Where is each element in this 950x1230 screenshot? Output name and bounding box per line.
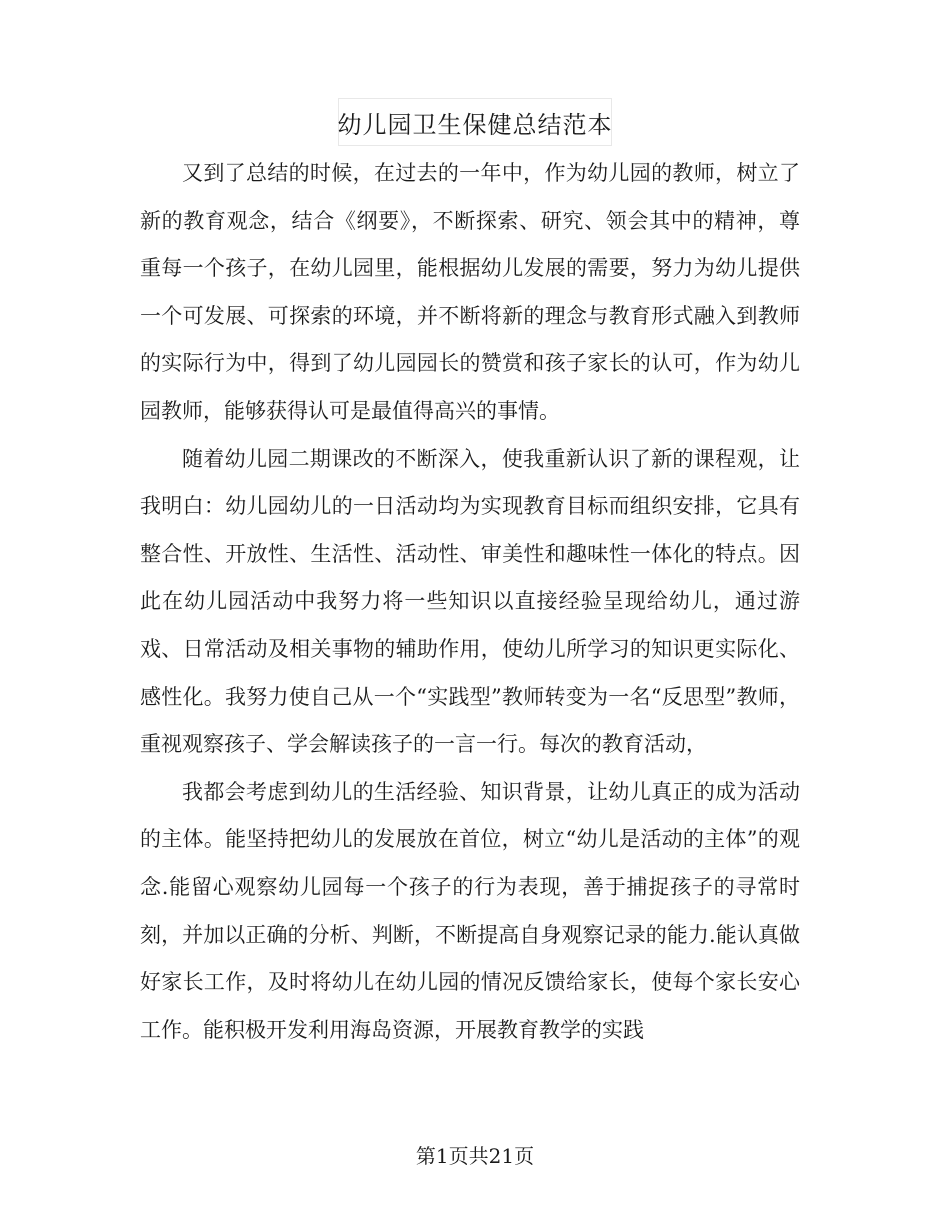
title-frame <box>338 98 612 146</box>
page-title: 幼儿园卫生保健总结范本 <box>337 110 613 139</box>
page-footer: 第1页共21页 <box>415 1144 535 1168</box>
paragraph-1: 又到了总结的时候，在过去的一年中，作为幼儿园的教师，树立了新的教育观念，结合《纲要》，不断探索、研究、领会其中的精神，尊重每一个孩子，在幼儿园里，能根据幼儿发展的需要，努力为幼儿提供一个可发展、可探索的环境，并不断将新的理念与教育形式融入到教师的实际行为中，得到了幼儿园园长的赞赏和孩子家长的认可，作为幼儿园教师，能够获得认可是最值得高兴的事情。 <box>140 161 800 423</box>
paragraph-3: 我都会考虑到幼儿的生活经验、知识背景，让幼儿真正的成为活动的主体。能坚持把幼儿的发展放在首位，树立“幼儿是活动的主体”的观念.能留心观察幼儿园每一个孩子的行为表现，善于捕捉孩子的寻常时刻，并加以正确的分析、判断，不断提高自身观察记录的能力.能认真做好家长工作，及时将幼儿在幼儿园的情况反馈给家长，使每个家长安心工作。能积极开发利用海岛资源，开展教育教学的实践 <box>140 779 800 1042</box>
document-body <box>140 150 800 1054</box>
paragraph-2: 随着幼儿园二期课改的不断深入，使我重新认识了新的课程观，让我明白：幼儿园幼儿的一日活动均为实现教育目标而组织安排，它具有整合性、开放性、生活性、活动性、审美性和趣味性一体化的特点。因此在幼儿园活动中我努力将一些知识以直接经验呈现给幼儿，通过游戏、日常活动及相关事物的辅助作用，使幼儿所学习的知识更实际化、感性化。我努力使自己从一个“实践型”教师转变为一名“反思型”教师，重视观察孩子、学会解读孩子的一言一行。每次的教育活动， <box>140 446 800 757</box>
